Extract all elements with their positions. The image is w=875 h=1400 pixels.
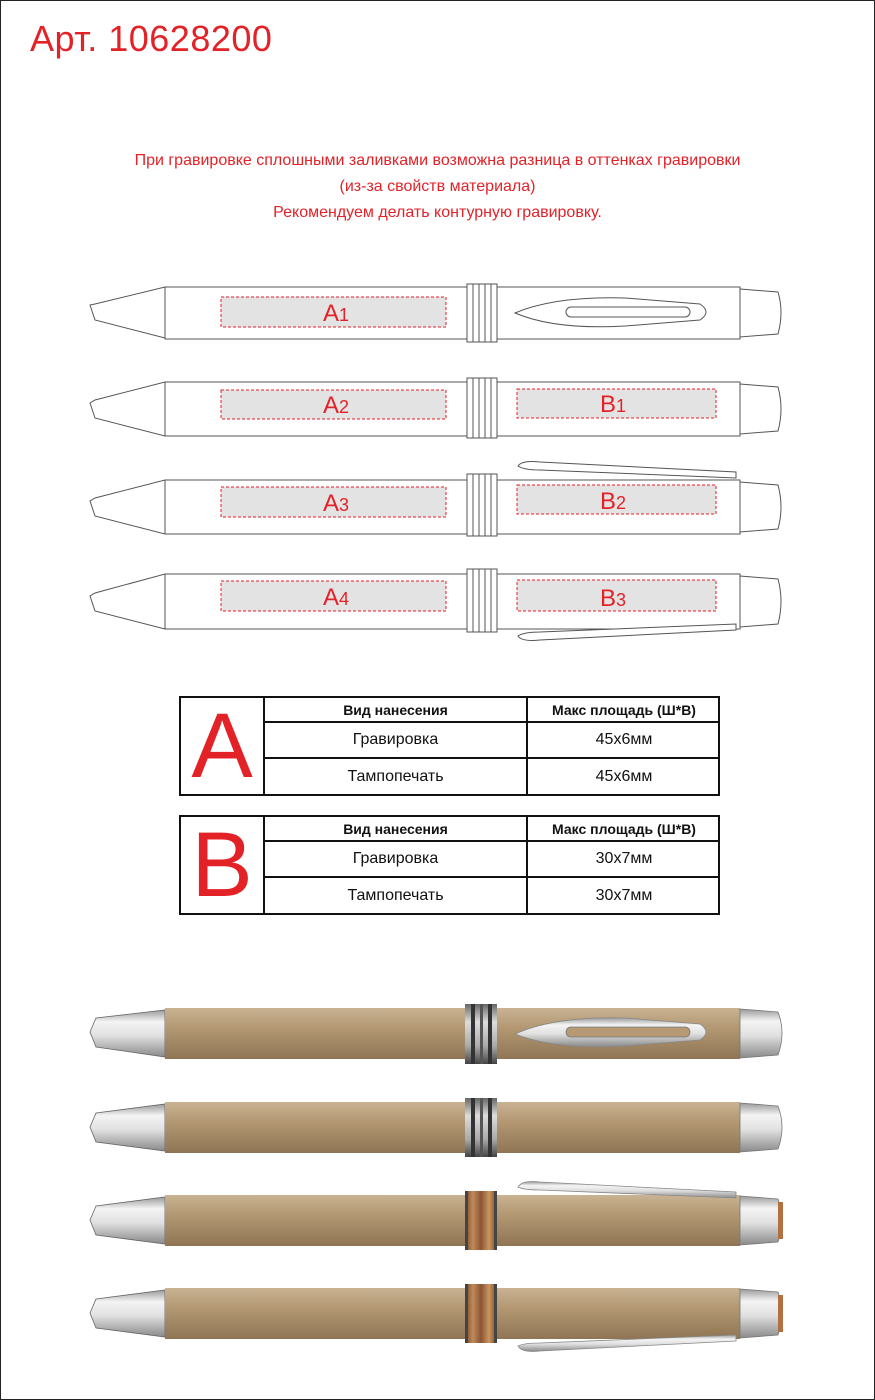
table-header-row bbox=[265, 817, 720, 842]
area-cell: 30х7мм bbox=[595, 886, 653, 904]
zone-label-a3: A3 bbox=[323, 490, 350, 517]
color-pen-4 bbox=[90, 1284, 783, 1351]
method-cell: Гравировка bbox=[265, 842, 528, 876]
table-row bbox=[265, 723, 720, 759]
method-cell: Тампопечать bbox=[265, 759, 528, 794]
spec-table-a bbox=[179, 696, 720, 796]
notice-line-1: При гравировке сплошными заливками возможна разница в оттенках гравировки bbox=[134, 152, 741, 169]
table-letter-b: B bbox=[181, 817, 265, 913]
color-pen-3 bbox=[90, 1182, 783, 1250]
header-max-area: Макс площадь (Ш*В) bbox=[552, 701, 696, 718]
zone-label-b2: B2 bbox=[600, 488, 627, 515]
header-method: Вид нанесения bbox=[265, 698, 528, 721]
zone-label-b1: B1 bbox=[600, 391, 627, 418]
zone-label-a1: A1 bbox=[323, 300, 350, 327]
table-header-row bbox=[265, 698, 720, 723]
header-max-area: Макс площадь (Ш*В) bbox=[552, 820, 696, 837]
notice-line-2: (из-за свойств материала) bbox=[339, 178, 536, 195]
method-cell: Гравировка bbox=[265, 723, 528, 757]
table-row bbox=[265, 878, 720, 913]
color-pen-1 bbox=[90, 1004, 782, 1064]
area-cell: 45х6мм bbox=[595, 767, 653, 785]
zone-label-a4: A4 bbox=[323, 584, 350, 611]
spec-table-b bbox=[179, 815, 720, 915]
method-cell: Тампопечать bbox=[265, 878, 528, 913]
table-row bbox=[265, 759, 720, 794]
table-letter-a: A bbox=[181, 698, 265, 794]
area-cell: 30х7мм bbox=[595, 850, 653, 867]
header-method: Вид нанесения bbox=[265, 817, 528, 840]
color-pen-2 bbox=[90, 1098, 782, 1157]
area-cell: 45х6мм bbox=[595, 731, 653, 748]
zone-label-b3: B3 bbox=[600, 585, 627, 612]
article-title: Арт. 10628200 bbox=[30, 18, 273, 59]
zone-label-a2: A2 bbox=[323, 392, 350, 419]
notice-line-3: Рекомендуем делать контурную гравировку. bbox=[273, 204, 602, 221]
table-row bbox=[265, 842, 720, 878]
